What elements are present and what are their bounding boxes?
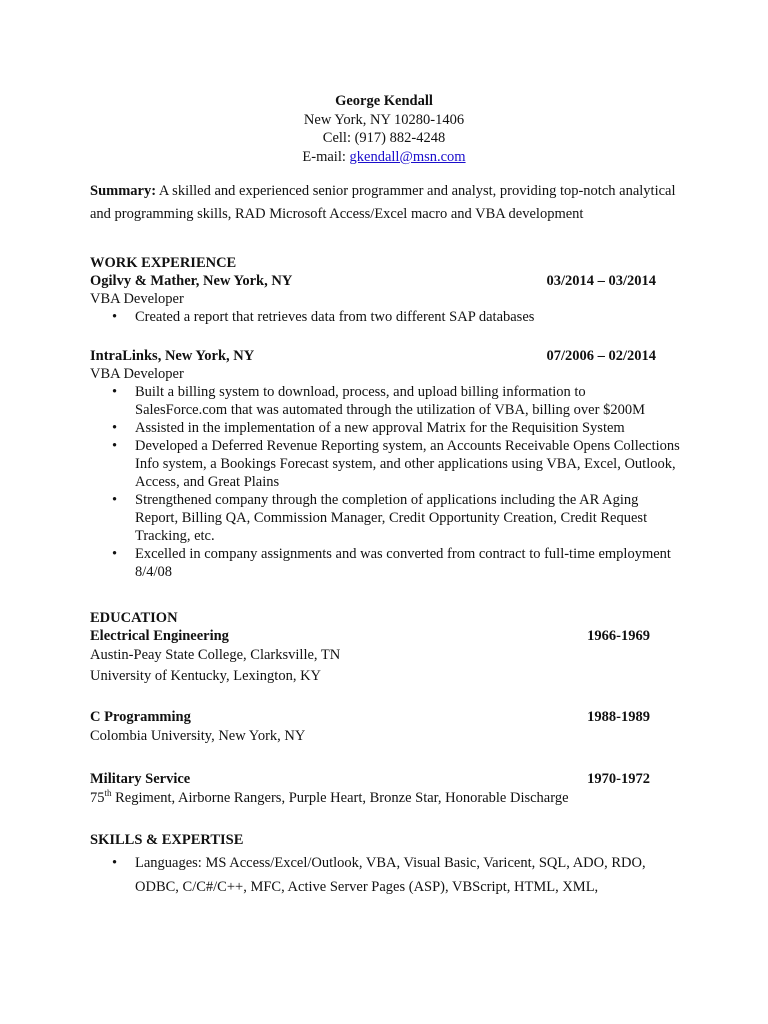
job-intralinks — [90, 347, 680, 581]
bullet-item: • Built a billing system to download, process, and upload billing information to SalesForce.com that was automated through the utilization of VBA, billing over $200M — [135, 383, 680, 419]
education-entry-header — [90, 708, 680, 726]
school-line: University of Kentucky, Lexington, KY — [90, 668, 322, 684]
skills-bullets — [90, 851, 680, 899]
job-bullets — [90, 383, 680, 581]
email-line — [0, 148, 768, 167]
education-heading: EDUCATION — [90, 610, 178, 626]
degree: Electrical Engineering — [90, 628, 229, 644]
job-title: VBA Developer — [90, 366, 184, 382]
company: IntraLinks, New York, NY — [90, 348, 255, 364]
service: Military Service — [90, 771, 191, 787]
job-title: VBA Developer — [90, 291, 184, 307]
course: C Programming — [90, 709, 191, 725]
skills-section — [90, 831, 680, 899]
job-dates: 03/2014 – 03/2014 — [546, 273, 656, 289]
education-dates: 1988-1989 — [587, 709, 650, 725]
bullet-item: • Strengthened company through the completion of applications including the AR Aging Report, Billing QA, Commission Manager, Credit Opportunity Creation, Credit Request Tracking, etc. — [135, 491, 680, 545]
service-details: Regiment, Airborne Rangers, Purple Heart, Bronze Star, Honorable Discharge — [111, 790, 569, 806]
summary-section — [90, 180, 680, 226]
job-dates: 07/2006 – 02/2014 — [546, 348, 656, 364]
bullet-item: • Excelled in company assignments and was converted from contract to full-time employment 8/4/08 — [135, 545, 680, 581]
work-heading: WORK EXPERIENCE — [90, 255, 237, 271]
regiment-number: 75 — [90, 790, 105, 806]
school-line: Austin-Peay State College, Clarksville, TN — [90, 647, 341, 663]
contact-header — [0, 92, 768, 166]
education-dates: 1966-1969 — [587, 628, 650, 644]
candidate-name: George Kendall — [335, 93, 433, 109]
education-entry-header — [90, 770, 680, 788]
job-header — [90, 272, 680, 290]
summary-text: A skilled and experienced senior programmer and analyst, providing top-notch analytical and programming skills, RAD Microsoft Access/Excel macro and VBA development — [90, 183, 676, 222]
email-label: E-mail: — [302, 148, 350, 165]
email-link[interactable]: gkendall@msn.com — [349, 148, 466, 165]
address: New York, NY 10280-1406 — [303, 111, 465, 128]
ordinal-suffix: th — [104, 788, 112, 799]
work-experience-section — [90, 254, 680, 326]
school-line: Colombia University, New York, NY — [90, 728, 306, 744]
education-entry-header — [90, 627, 680, 645]
job-bullets — [90, 308, 680, 326]
company: Ogilvy & Mather, New York, NY — [90, 273, 293, 289]
skills-heading: SKILLS & EXPERTISE — [90, 832, 244, 848]
summary-label: Summary: — [90, 183, 157, 199]
bullet-item: • Languages: MS Access/Excel/Outlook, VBA, Visual Basic, Varicent, SQL, ADO, RDO, ODBC, C/C#/C++, MFC, Active Server Pages (ASP), VBScript, HTML, XML, — [135, 851, 680, 899]
cell-phone: Cell: (917) 882-4248 — [322, 130, 446, 146]
bullet-item: • Created a report that retrieves data from two different SAP databases — [135, 308, 680, 326]
education-dates: 1970-1972 — [587, 771, 650, 787]
service-line — [90, 788, 680, 809]
bullet-item: • Developed a Deferred Revenue Reporting system, an Accounts Receivable Opens Collections Info system, a Bookings Forecast system, and other applications using VBA, Excel, Outlook, Access, and Great Plains — [135, 437, 680, 491]
education-entry — [90, 708, 680, 747]
bullet-item: • Assisted in the implementation of a new approval Matrix for the Requisition System — [135, 419, 680, 437]
education-section — [90, 609, 680, 687]
education-entry — [90, 770, 680, 809]
job-header — [90, 347, 680, 365]
